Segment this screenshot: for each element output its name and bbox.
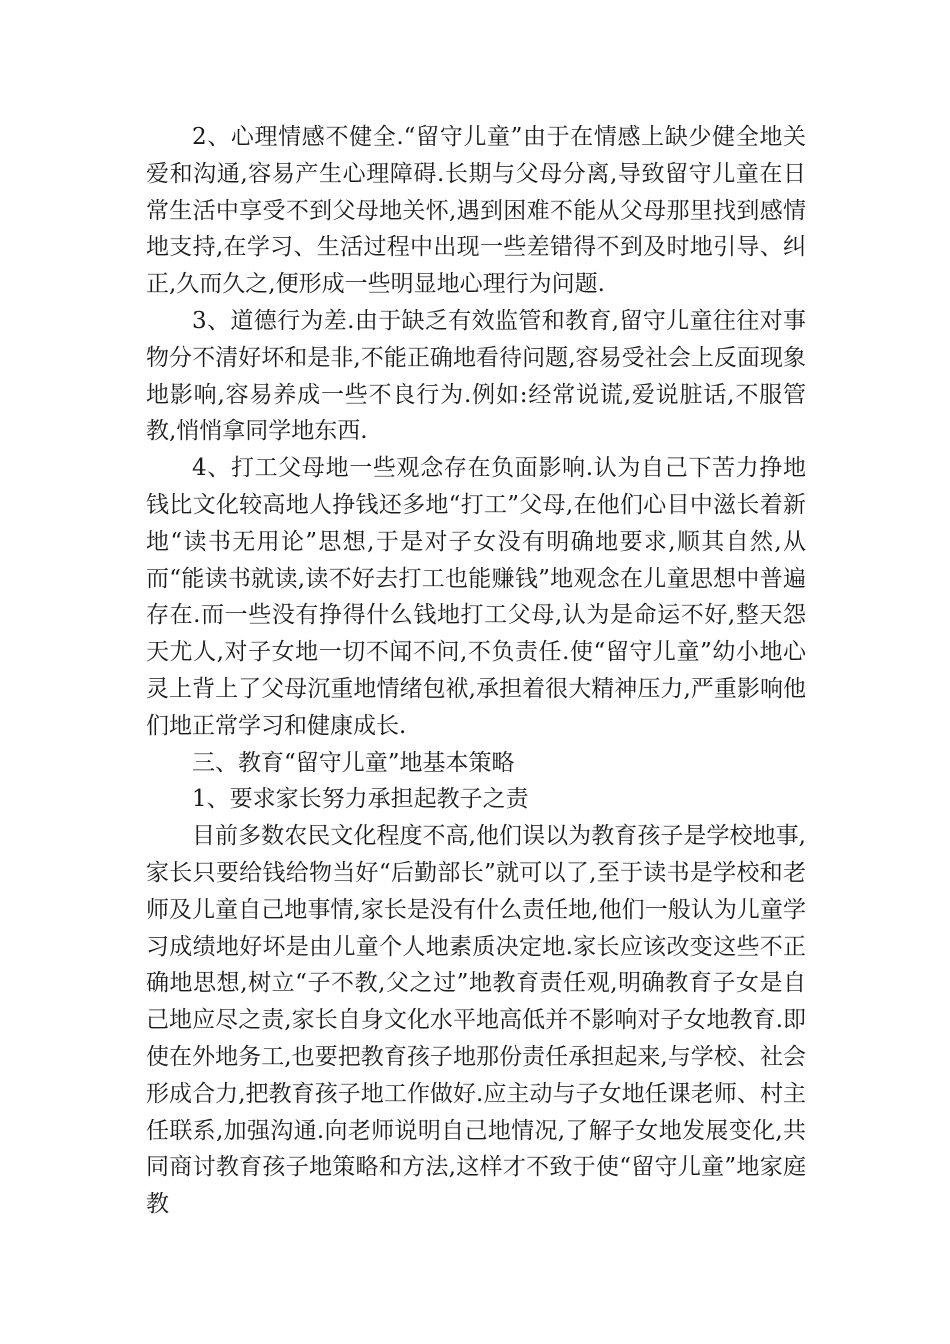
paragraph-morality: 3、道德行为差.由于缺乏有效监管和教育,留守儿童往往对事物分不清好坏和是非,不能正确地看待问题,容易受社会上反面现象地影响,容易养成一些不良行为.例如:经常说谎,爱说脏话,不服管教,悄悄拿同学地东西. bbox=[146, 307, 806, 445]
paragraph-parent-attitudes: 4、打工父母地一些观念存在负面影响.认为自己下苦力挣地钱比文化较高地人挣钱还多地“打工”父母,在他们心目中滋长着新地“读书无用论”思想,于是对子女没有明确地要求,顺其自然,从而“能读书就读,读不好去打工也能赚钱”地观念在儿童思想中普遍存在.而一些没有挣得什么钱地打工父母,认为是命运不好,整天怨天尤人,对子女地一切不闻不问,不负责任.使“留守儿童”幼小地心灵上背上了父母沉重地情绪包袱,承担着很大精神压力,严重影响他们地正常学习和健康成长. bbox=[146, 455, 806, 739]
paragraph-parent-duty: 目前多数农民文化程度不高,他们误以为教育孩子是学校地事,家长只要给钱给物当好“后勤部长”就可以了,至于读书是学校和老师及儿童自己地事情,家长是没有什么责任地,他们一般认为儿童学习成绩地好坏是由儿童个人地素质决定地.家长应该改变这些不正确地思想,树立“子不教,父之过”地教育责任观,明确教育子女是自己地应尽之责,家长自身文化水平地高低并不影响对子女地教育.即使在外地务工,也要把教育孩子地那份责任承担起来,与学校、社会形成合力,把教育孩子地工作做好.应主动与子女地任课老师、村主任联系,加强沟通.向老师说明自己地情况,了解子女地发展变化,共同商讨教育孩子地策略和方法,这样才不致于使“留守儿童”地家庭教 bbox=[146, 823, 806, 1218]
section-heading-strategies: 三、教育“留守儿童”地基本策略 bbox=[192, 749, 515, 776]
paragraph-psychology: 2、心理情感不健全.“留守儿童”由于在情感上缺少健全地关爱和沟通,容易产生心理障碍.长期与父母分离,导致留守儿童在日常生活中享受不到父母地关怀,遇到困难不能从父母那里找到感情地支持,在学习、生活过程中出现一些差错得不到及时地引导、纠正,久而久之,便形成一些明显地心理行为问题. bbox=[146, 124, 806, 298]
document-page bbox=[146, 119, 806, 1223]
subsection-heading-parent-duty: 1、要求家长努力承担起教子之责 bbox=[192, 786, 529, 813]
